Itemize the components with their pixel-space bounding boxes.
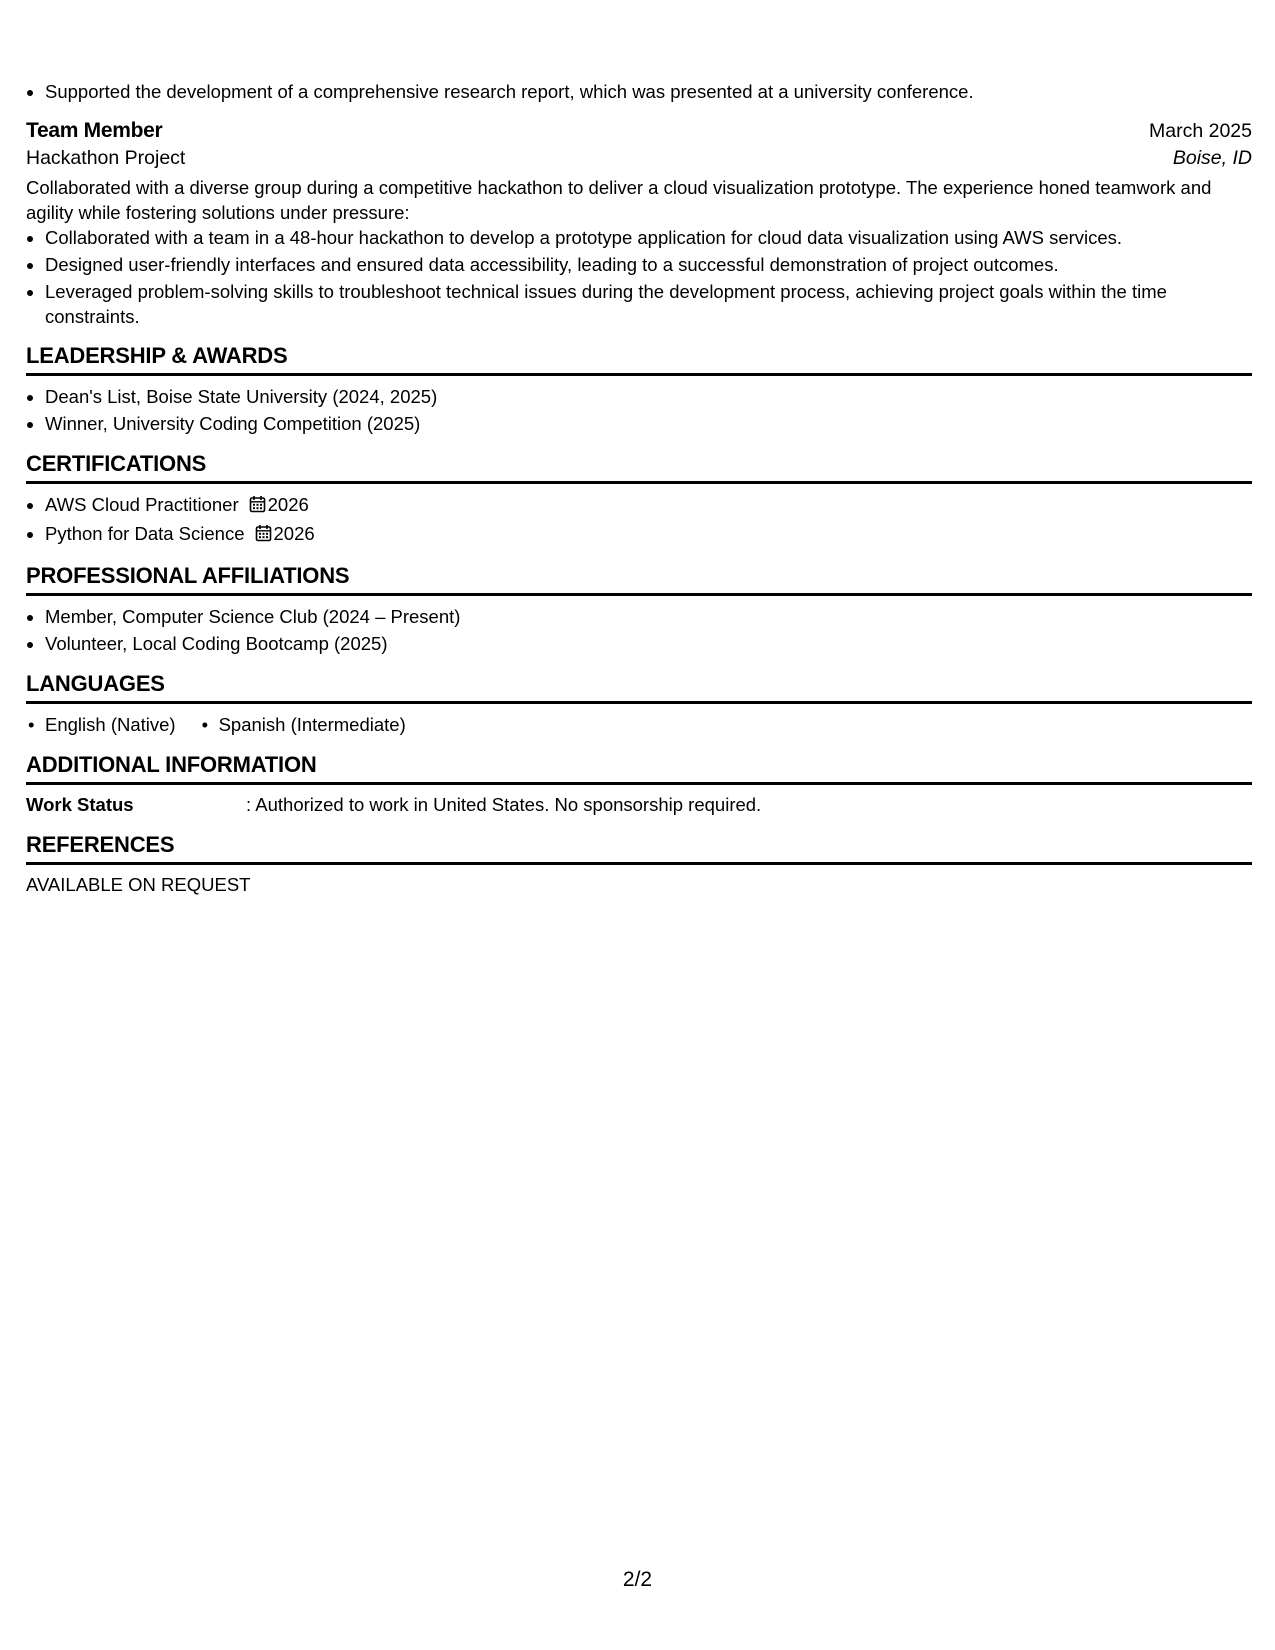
job-title: Team Member bbox=[26, 119, 163, 142]
experience-entry bbox=[26, 119, 1252, 329]
research-bullets bbox=[26, 78, 1252, 105]
job-date: March 2025 bbox=[1149, 120, 1252, 142]
language-item: • Spanish (Intermediate) bbox=[200, 711, 406, 738]
references-section bbox=[26, 832, 1252, 898]
job-organization: Hackathon Project bbox=[26, 147, 186, 169]
section-title: PROFESSIONAL AFFILIATIONS bbox=[26, 563, 1252, 596]
leadership-section bbox=[26, 343, 1252, 437]
list-item: • Winner, University Coding Competition (2025) bbox=[45, 410, 1252, 437]
work-status-value: : Authorized to work in United States. No sponsorship required. bbox=[246, 794, 762, 815]
list-item: • Volunteer, Local Coding Bootcamp (2025) bbox=[45, 630, 1252, 657]
certification-name: AWS Cloud Practitioner bbox=[45, 494, 239, 515]
resume-page bbox=[26, 78, 1252, 898]
list-item bbox=[45, 520, 1252, 549]
languages-section bbox=[26, 671, 1252, 738]
list-item: • Supported the development of a comprehensive research report, which was presented at a university conference. bbox=[45, 78, 1252, 105]
job-location: Boise, ID bbox=[1172, 147, 1252, 169]
job-bullets bbox=[26, 226, 1252, 329]
list-item: • Collaborated with a team in a 48-hour hackathon to develop a prototype application for cloud data visualization using AWS services. bbox=[45, 226, 1252, 251]
work-status-row bbox=[26, 792, 1252, 818]
certification-year: 2026 bbox=[273, 523, 315, 544]
list-item: • Member, Computer Science Club (2024 – Present) bbox=[45, 603, 1252, 630]
certification-name: Python for Data Science bbox=[45, 523, 245, 544]
additional-info-section bbox=[26, 752, 1252, 818]
section-title: ADDITIONAL INFORMATION bbox=[26, 752, 1252, 785]
certification-year: 2026 bbox=[267, 494, 309, 515]
list-item: • Leveraged problem-solving skills to troubleshoot technical issues during the development process, achieving project goals within the time constraints. bbox=[45, 280, 1252, 329]
references-text: AVAILABLE ON REQUEST bbox=[26, 874, 251, 895]
list-item bbox=[45, 491, 1252, 520]
calendar-icon bbox=[255, 522, 272, 549]
section-title: LANGUAGES bbox=[26, 671, 1252, 704]
list-item: • Dean's List, Boise State University (2024, 2025) bbox=[45, 383, 1252, 410]
calendar-icon bbox=[249, 493, 266, 520]
job-summary: Collaborated with a diverse group during a competitive hackathon to deliver a cloud visualization prototype. The experience honed teamwork and agility while fostering solutions under pressure: bbox=[26, 177, 1212, 223]
section-title: REFERENCES bbox=[26, 832, 1252, 865]
work-status-label: Work Status bbox=[26, 794, 134, 815]
page-number: 2/2 bbox=[622, 1568, 653, 1591]
list-item: • Designed user-friendly interfaces and ensured data accessibility, leading to a successful demonstration of project outcomes. bbox=[45, 253, 1252, 278]
language-item: • English (Native) bbox=[26, 711, 176, 738]
section-title: CERTIFICATIONS bbox=[26, 451, 1252, 484]
certifications-section bbox=[26, 451, 1252, 549]
section-title: LEADERSHIP & AWARDS bbox=[26, 343, 1252, 376]
affiliations-section bbox=[26, 563, 1252, 657]
